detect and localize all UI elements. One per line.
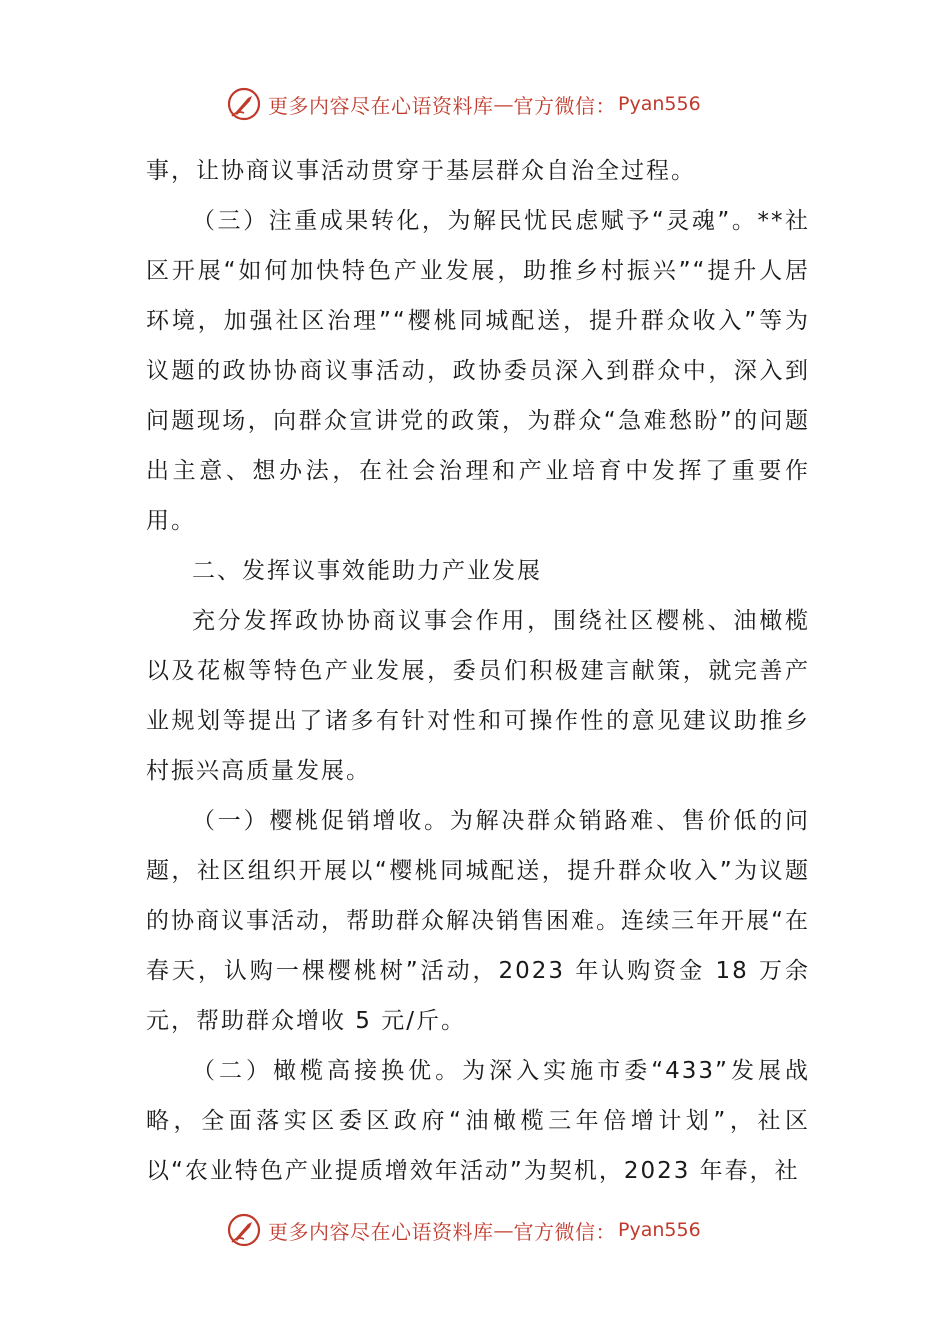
watermark-text: 更多内容尽在心语资料库 <box>268 93 494 118</box>
pen-logo-icon <box>226 1212 262 1248</box>
watermark-wechat-id: Pyan556 <box>618 1219 701 1241</box>
paragraph-intro: 充分发挥政协协商议事会作用，围绕社区樱桃、油橄榄以及花椒等特色产业发展，委员们积极建言献策，就完善产业规划等提出了诸多有针对性和可操作性的意见建议助推乡村振兴高质量发展。 <box>146 608 810 784</box>
watermark-header <box>226 84 701 124</box>
watermark-wechat-id: Pyan556 <box>618 93 701 115</box>
watermark-suffix: 官方微信： <box>513 1219 616 1244</box>
paragraph-olive: （二）橄榄高接换优。为深入实施市委“433”发展战略，全面落实区委区政府“油橄榄三年倍增计划”，社区以“农业特色产业提质增效年活动”为契机，2023 年春，社 <box>146 1058 810 1184</box>
paragraph-section-three: （三）注重成果转化，为解民忧民虑赋予“灵魂”。**社区开展“如何加快特色产业发展，助推乡村振兴”“提升人居环境，加强社区治理”“樱桃同城配送，提升群众收入”等为议题的政协协商议事活动，政协委员深入到群众中，深入到问题现场，向群众宣讲党的政策，为群众“急难愁盼”的问题出主意、想办法，在社会治理和产业培育中发挥了重要作用。 <box>146 208 810 534</box>
watermark-separator: — <box>493 1218 514 1242</box>
watermark-suffix: 官方微信： <box>513 93 616 118</box>
watermark-footer <box>226 1210 701 1250</box>
watermark-text: 更多内容尽在心语资料库 <box>268 1219 494 1244</box>
pen-logo-icon <box>226 86 262 122</box>
paragraph-cherry: （一）樱桃促销增收。为解决群众销路难、售价低的问题，社区组织开展以“樱桃同城配送，提升群众收入”为议题的协商议事活动，帮助群众解决销售困难。连续三年开展“在春天，认购一棵樱桃树”活动，2023 年认购资金 18 万余元，帮助群众增收 5 元/斤。 <box>146 808 810 1034</box>
section-heading: 二、发挥议事效能助力产业发展 <box>192 558 542 584</box>
watermark-separator: — <box>493 92 514 116</box>
document-body <box>146 146 810 1196</box>
paragraph-continuation: 事，让协商议事活动贯穿于基层群众自治全过程。 <box>146 158 696 184</box>
